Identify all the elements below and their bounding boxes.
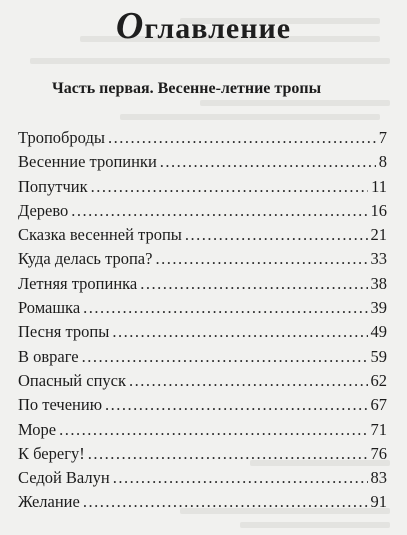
toc-entry-page: 39 [370, 298, 387, 318]
toc-entry[interactable] [18, 175, 387, 199]
table-of-contents [18, 126, 387, 515]
toc-entry-page: 83 [370, 468, 387, 488]
toc-entry-title: Тропоброды [18, 128, 105, 147]
toc-entry[interactable] [18, 247, 387, 271]
toc-dot-leader [129, 369, 367, 393]
toc-dot-leader [185, 223, 368, 247]
toc-entry-title: Песня тропы [18, 322, 110, 342]
toc-entry[interactable] [18, 126, 387, 150]
toc-entry[interactable] [18, 345, 387, 369]
toc-dot-leader [108, 126, 376, 150]
toc-entry-page: 16 [370, 200, 387, 220]
toc-entry-page: 59 [370, 346, 387, 366]
toc-entry[interactable] [18, 272, 387, 296]
toc-entry[interactable] [18, 393, 387, 417]
toc-entry-page: 91 [370, 492, 387, 512]
toc-entry-title: В овраге [18, 346, 79, 366]
toc-entry-page: 33 [370, 249, 387, 269]
toc-entry-page: 71 [370, 419, 387, 439]
toc-entry-page: 7 [378, 128, 387, 147]
toc-entry[interactable] [18, 223, 387, 247]
toc-entry-title: Ромашка [18, 298, 81, 318]
toc-entry[interactable] [18, 320, 387, 344]
toc-entry-page: 38 [370, 273, 387, 293]
toc-entry-page: 8 [378, 152, 387, 172]
page-title [0, 4, 407, 48]
toc-entry-title: Куда делась тропа? [18, 249, 153, 269]
title-initial-letter: О [115, 5, 145, 47]
toc-entry-page: 67 [370, 395, 387, 415]
toc-dot-leader [88, 442, 368, 466]
toc-dot-leader [82, 345, 368, 369]
toc-dot-leader [140, 272, 367, 296]
toc-entry[interactable] [18, 490, 387, 514]
toc-entry-title: Седой Валун [18, 468, 110, 488]
toc-entry-page: 62 [370, 370, 387, 390]
toc-dot-leader [105, 393, 367, 417]
toc-entry-page: 49 [370, 322, 387, 342]
toc-entry-page: 21 [370, 225, 387, 245]
toc-entry[interactable] [18, 296, 387, 320]
toc-entry-title: Опасный спуск [18, 370, 127, 390]
toc-dot-leader [83, 296, 367, 320]
toc-entry-title: К берегу! [18, 443, 85, 463]
toc-entry-title: Попутчик [18, 176, 88, 196]
toc-entry[interactable] [18, 150, 387, 174]
toc-dot-leader [91, 175, 369, 199]
toc-entry[interactable] [18, 418, 387, 442]
toc-entry-page: 76 [370, 443, 387, 463]
title-rest: главление [144, 12, 292, 45]
toc-entry[interactable] [18, 199, 387, 223]
toc-entry-title: Желание [18, 492, 80, 512]
toc-entry-title: Море [18, 419, 57, 439]
toc-entry-title: Летняя тропинка [18, 273, 138, 293]
toc-dot-leader [155, 247, 367, 271]
toc-entry[interactable] [18, 369, 387, 393]
toc-entry[interactable] [18, 466, 387, 490]
toc-dot-leader [113, 466, 368, 490]
toc-entry-title: Весенние тропинки [18, 152, 157, 172]
toc-entry-title: Дерево [18, 200, 69, 220]
toc-entry-title: По течению [18, 395, 103, 415]
toc-dot-leader [59, 418, 367, 442]
toc-dot-leader [71, 199, 367, 223]
toc-entry-title: Сказка весенней тропы [18, 225, 182, 245]
toc-dot-leader [160, 150, 376, 174]
toc-entry-page: 11 [371, 176, 387, 196]
part-heading: Часть первая. Весенне-летние тропы [52, 80, 322, 97]
toc-entry[interactable] [18, 442, 387, 466]
toc-dot-leader [83, 490, 368, 514]
toc-dot-leader [112, 320, 367, 344]
